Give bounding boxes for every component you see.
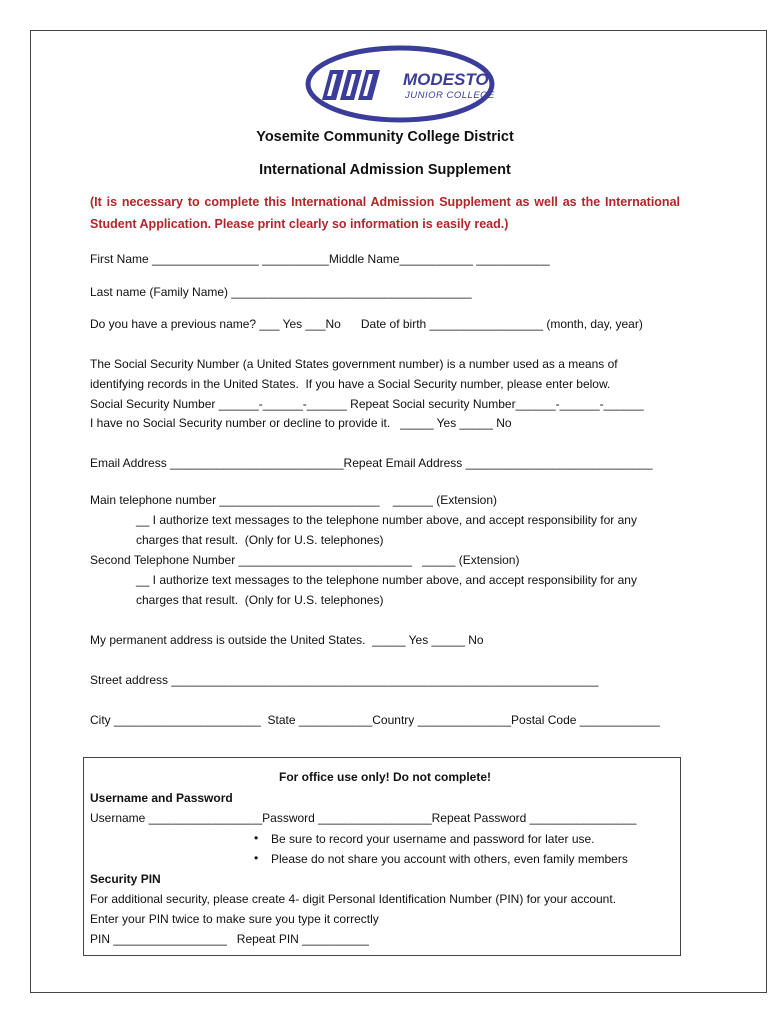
office-heading: For office use only! Do not complete! [278, 770, 491, 784]
street-address-field[interactable]: Street address ________________________________________________________________ [90, 673, 599, 687]
logo-line1: MODESTO [403, 70, 489, 89]
name-fields[interactable]: First Name ________________ __________Middle Name___________ ___________ [90, 252, 550, 266]
last-name-field[interactable]: Last name (Family Name) ____________________________________ [90, 285, 472, 299]
ssn-none-field[interactable]: I have no Social Security number or decline to provide it. _____ Yes _____ No [90, 416, 512, 430]
pin-heading: Security PIN [90, 872, 161, 886]
ssn-intro-line2: identifying records in the United States. If you have a Social Security number, please enter below. [90, 377, 611, 391]
username-password-field[interactable]: Username _________________Password _________________Repeat Password ________________ [90, 811, 637, 825]
main-phone-field[interactable]: Main telephone number ________________________ ______ (Extension) [90, 493, 497, 507]
bullet-icon: • [254, 831, 259, 845]
bullet-item-2: Please do not share you account with others, even family members [271, 852, 628, 866]
pin-field[interactable]: PIN _________________ Repeat PIN __________ [90, 932, 369, 946]
email-field[interactable]: Email Address __________________________Repeat Email Address ____________________________ [90, 456, 653, 470]
city-state-country-field[interactable]: City ______________________ State ___________Country ______________Postal Code ____________ [90, 713, 660, 727]
previous-name-dob-field[interactable]: Do you have a previous name? ___ Yes ___No Date of birth _________________ (month, day, year) [90, 317, 643, 331]
district-title: Yosemite Community College District [256, 129, 514, 145]
perm-address-field[interactable]: My permanent address is outside the United States. _____ Yes _____ No [90, 633, 484, 647]
bullet-icon: • [254, 851, 259, 865]
bullet-item-1: Be sure to record your username and password for later use. [271, 832, 595, 846]
pin-text-line1: For additional security, please create 4- digit Personal Identification Number (PIN) for your account. [90, 892, 617, 906]
second-phone-auth-checkbox[interactable]: __ I authorize text messages to the telephone number above, and accept responsibility for any [136, 573, 637, 587]
second-phone-auth-note: charges that result. (Only for U.S. telephones) [136, 593, 384, 607]
main-phone-auth-note: charges that result. (Only for U.S. telephones) [136, 533, 384, 547]
instruction-note: (It is necessary to complete this International Admission Supplement as well as the International Student Application. Please print clearly so information is easily read.) [90, 195, 680, 231]
form-title: International Admission Supplement [259, 162, 511, 178]
college-logo [305, 44, 495, 124]
pin-text-line2: Enter your PIN twice to make sure you type it correctly [90, 912, 379, 926]
logo-line2: JUNIOR COLLEGE [405, 90, 495, 101]
ssn-field[interactable]: Social Security Number ______-______-______ Repeat Social security Number______-______-______ [90, 397, 644, 411]
second-phone-field[interactable]: Second Telephone Number __________________________ _____ (Extension) [90, 553, 520, 567]
username-heading: Username and Password [90, 791, 233, 805]
main-phone-auth-checkbox[interactable]: __ I authorize text messages to the telephone number above, and accept responsibility for any [136, 513, 637, 527]
ssn-intro-line1: The Social Security Number (a United States government number) is a number used as a means of [90, 357, 618, 371]
